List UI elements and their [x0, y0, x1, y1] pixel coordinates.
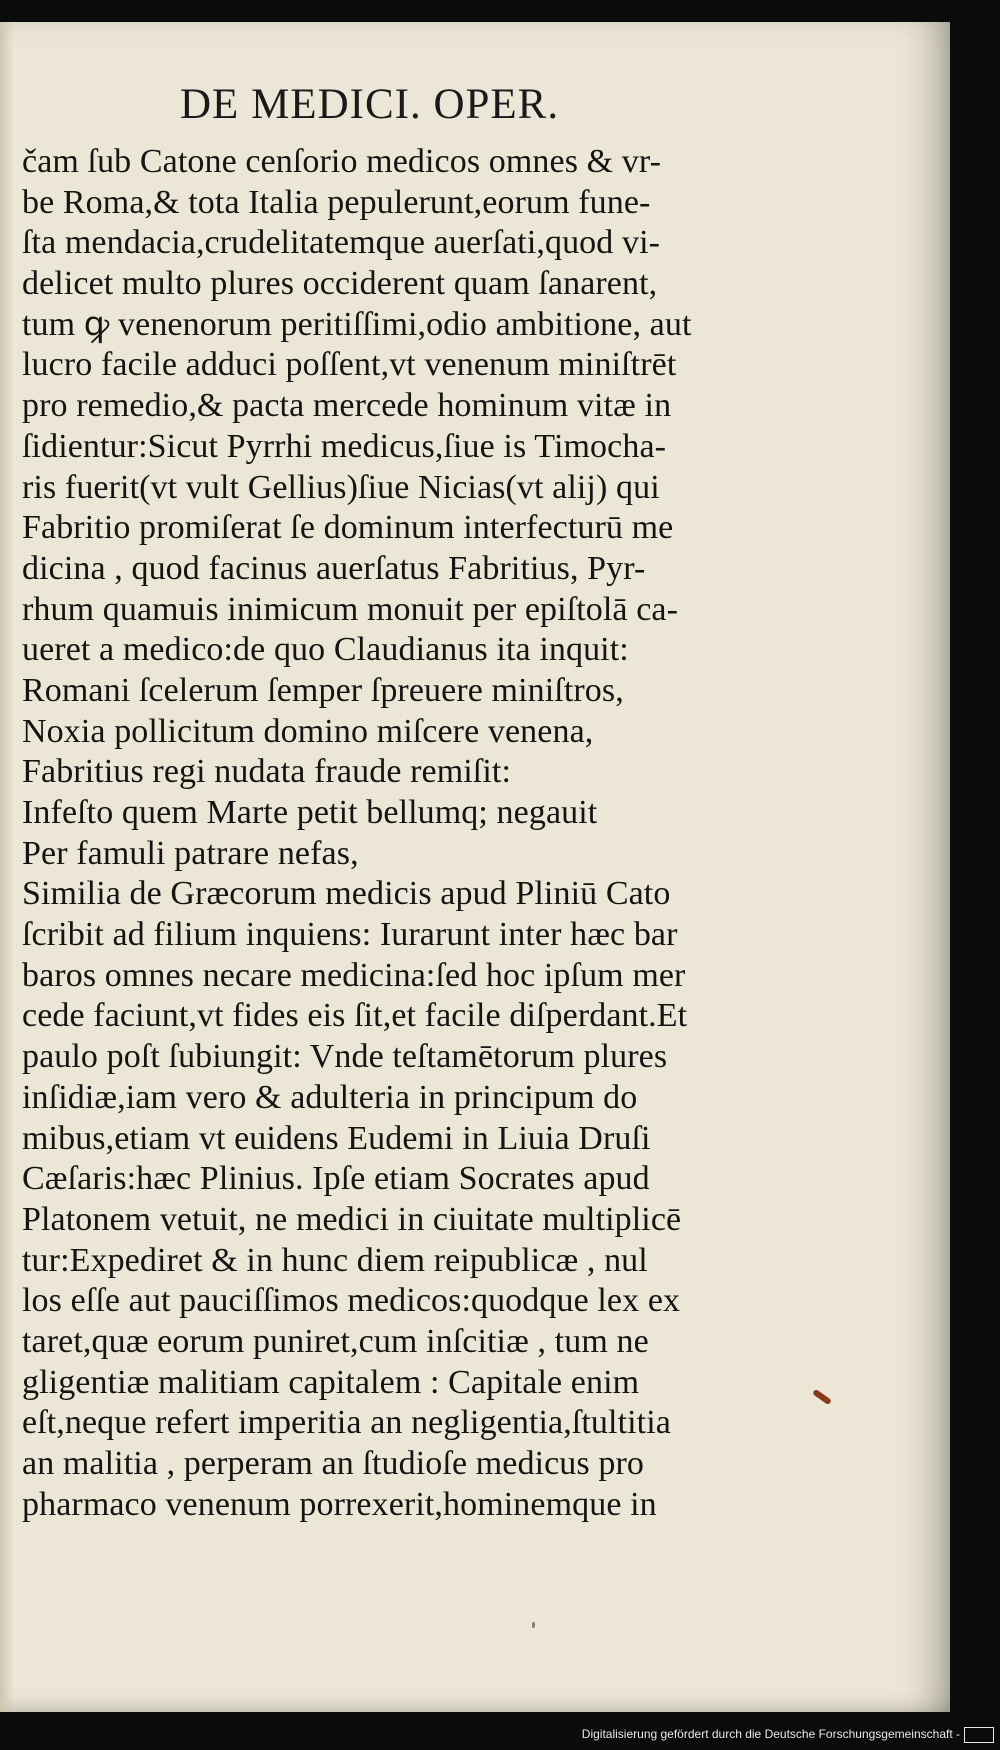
text-line: Platonem vetuit, ne medici in ciuitate multiplicē — [22, 1200, 682, 1238]
text-line: be Roma,& tota Italia pepulerunt,eorum fune- — [22, 183, 651, 221]
running-head: DE MEDICI. OPER. — [180, 81, 560, 128]
text-line: gligentiæ malitiam capitalem : Capitale enim — [22, 1363, 640, 1401]
text-line: Similia de Græcorum medicis apud Pliniū Cato — [22, 875, 671, 913]
text-line: rhum quamuis inimicum monuit per epiſtolā ca- — [22, 590, 679, 628]
text-line: Cæſaris:hæc Plinius. Ipſe etiam Socrates apud — [22, 1160, 650, 1198]
book-page — [0, 22, 950, 1712]
text-block — [22, 142, 792, 1525]
text-line: tur:Expediret & in hunc diem reipublicæ , nul — [22, 1241, 648, 1279]
text-line: baros omnes necare medicina:ſed hoc ipſum mer — [22, 956, 686, 994]
text-line: Per famuli patrare nefas, — [22, 834, 359, 872]
text-line: ſcribit ad filium inquiens: Iurarunt inter hæc bar — [22, 916, 678, 954]
text-line: ſta mendacia,crudelitatemque auerſati,quod vi- — [22, 224, 661, 262]
text-line: paulo poſt ſubiungit: Vnde teſtamētorum plures — [22, 1038, 668, 1076]
text-line: Fabritio promiſerat ſe dominum interfecturū me — [22, 509, 674, 547]
footer-bar — [0, 1714, 1000, 1750]
text-line: tum ꝙ venenorum peritiſſimi,odio ambitione, aut — [22, 305, 692, 343]
red-ink-mark — [812, 1389, 832, 1405]
text-line: an malitia , perperam an ſtudioſe medicus pro — [22, 1445, 644, 1482]
dfg-logo — [964, 1727, 994, 1743]
text-line: cede faciunt,vt fides eis ſit,et facile diſperdant.Et — [22, 997, 688, 1035]
text-line: taret,quæ eorum puniret,cum inſcitiæ , tum ne — [22, 1322, 649, 1360]
text-line: ſidientur:Sicut Pyrrhi medicus,ſiue is Timocha- — [22, 427, 667, 465]
text-line: ris fuerit(vt vult Gellius)ſiue Nicias(vt alij) qui — [22, 468, 660, 506]
funding-credit: Digitalisierung gefördert durch die Deutsche Forschungsgemeinschaft - — [581, 1727, 960, 1741]
text-line: ueret a medico:de quo Claudianus ita inquit: — [22, 631, 629, 669]
paper-speck — [532, 1622, 535, 1628]
text-line: dicina , quod facinus auerſatus Fabritius, Pyr- — [22, 549, 646, 587]
text-line: pro remedio,& pacta mercede hominum vitæ in — [22, 387, 672, 425]
text-line: inſidiæ,iam vero & adulteria in principum do — [22, 1078, 638, 1116]
text-line: Fabritius regi nudata fraude remiſit: — [22, 753, 511, 791]
text-line: los eſſe aut pauciſſimos medicos:quodque lex ex — [22, 1282, 681, 1320]
text-line: Infeſto quem Marte petit bellumq; negauit — [22, 794, 598, 831]
text-line: lucro facile adduci poſſent,vt venenum miniſtrēt — [22, 346, 677, 384]
text-line: čam ſub Catone cenſorio medicos omnes & vr- — [22, 143, 662, 180]
text-line: delicet multo plures occiderent quam ſanarent, — [22, 265, 658, 303]
text-line: eſt,neque refert imperitia an negligentia,ſtultitia — [22, 1404, 671, 1442]
text-line: pharmaco venenum porrexerit,hominemque in — [22, 1485, 657, 1523]
text-line: Noxia pollicitum domino miſcere venena, — [22, 712, 594, 750]
text-line: Romani ſcelerum ſemper ſpreuere miniſtros, — [22, 671, 624, 709]
text-line: mibus,etiam vt euidens Eudemi in Liuia Druſi — [22, 1119, 651, 1157]
